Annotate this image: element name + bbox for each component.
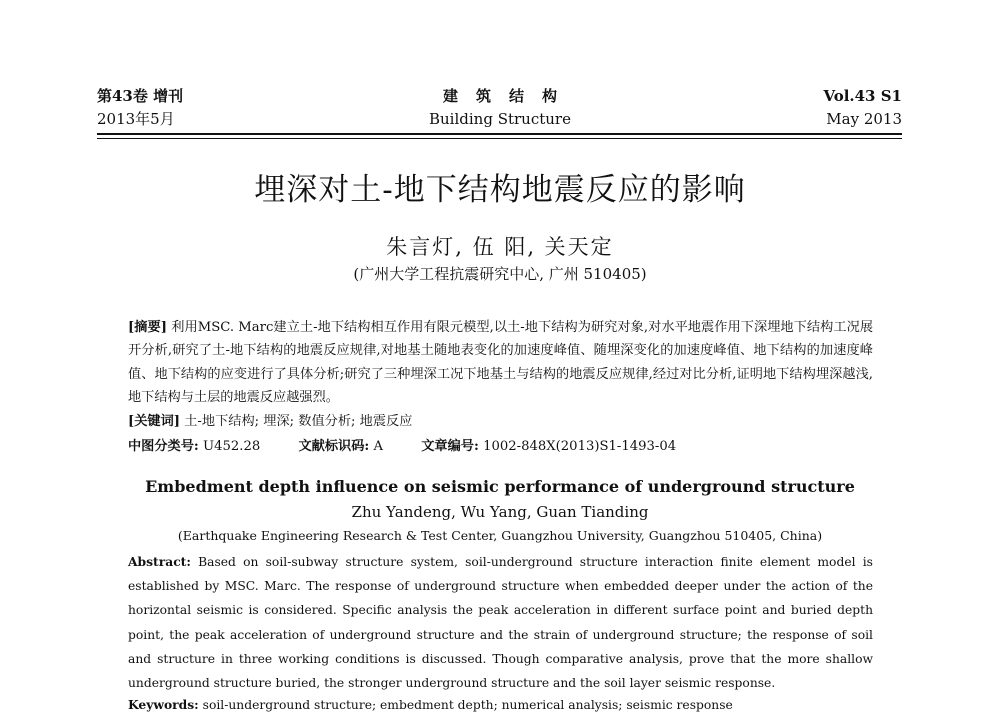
article-no-value: 1002-848X(2013)S1-1493-04: [483, 439, 677, 454]
keywords-cn-text: 土-地下结构; 埋深; 数值分析; 地震反应: [184, 414, 413, 429]
keywords-en-label: Keywords:: [128, 697, 199, 712]
keywords-en-text: soil-underground structure; embedment depth; numerical analysis; seismic response: [202, 698, 733, 712]
journal-date-en: May 2013: [826, 110, 902, 128]
journal-volume-cn: 第43卷 增刊: [97, 87, 184, 105]
abstract-cn: [128, 316, 873, 409]
clc-label: 中图分类号:: [128, 439, 199, 454]
keywords-en: [128, 696, 733, 714]
header-rule-thick: [97, 133, 902, 135]
journal-date-cn: 2013年5月: [97, 110, 175, 128]
article-no-label: 文章编号:: [421, 439, 479, 454]
abstract-en: [128, 550, 873, 695]
keywords-cn: [128, 412, 412, 432]
classification-line: [128, 437, 676, 457]
doc-code-value: A: [373, 439, 384, 454]
authors-en: Zhu Yandeng, Wu Yang, Guan Tianding: [351, 503, 649, 521]
abstract-cn-label: [摘要]: [128, 320, 167, 335]
journal-name-en: Building Structure: [429, 110, 571, 128]
abstract-en-label: Abstract:: [128, 554, 191, 569]
header-rule-thin: [97, 138, 902, 139]
affiliation-cn: (广州大学工程抗震研究中心, 广州 510405): [353, 265, 647, 283]
paper-title-cn: 埋深对土-地下结构地震反应的影响: [254, 172, 746, 208]
abstract-cn-text: 利用MSC. Marc建立土-地下结构相互作用有限元模型,以土-地下结构为研究对象,对水平地震作用下深埋地下结构工况展开分析,研究了土-地下结构的地震反应规律,对地基土随地表变化的加速度峰值、随埋深变化的加速度峰值、地下结构的加速度峰值、地下结构的应变进行了具体分析;研究了三种埋深工况下地基土与结构的地震反应规律,经过对比分析,证明地下结构埋深越浅,地下结构与土层的地震反应越强烈。: [128, 320, 874, 405]
abstract-en-text: Based on soil-subway structure system, soil-underground structure interaction finite element model is established by MSC. Marc. The response of underground structure when embedded deeper under the action of the horizontal seismic is considered. Specific analysis the peak acceleration in different surface point and buried depth point, the peak acceleration of underground structure and the strain of underground structure; the response of soil and structure in three working conditions is discussed. Though comparative analysis, prove that the more shallow underground structure buried, the stronger underground structure and the soil layer seismic response.: [128, 555, 873, 691]
affiliation-en: (Earthquake Engineering Research & Test Center, Guangzhou University, Guangzhou 510405, China): [177, 528, 823, 543]
clc-value: U452.28: [203, 439, 261, 454]
journal-volume-en: Vol.43 S1: [823, 87, 902, 105]
doc-code-label: 文献标识码:: [298, 439, 370, 454]
authors-cn: 朱言灯, 伍 阳, 关天定: [386, 235, 614, 259]
journal-name-cn: 建筑结构: [442, 87, 575, 105]
keywords-cn-label: [关键词]: [128, 414, 181, 429]
paper-title-en: Embedment depth influence on seismic performance of underground structure: [145, 477, 855, 496]
